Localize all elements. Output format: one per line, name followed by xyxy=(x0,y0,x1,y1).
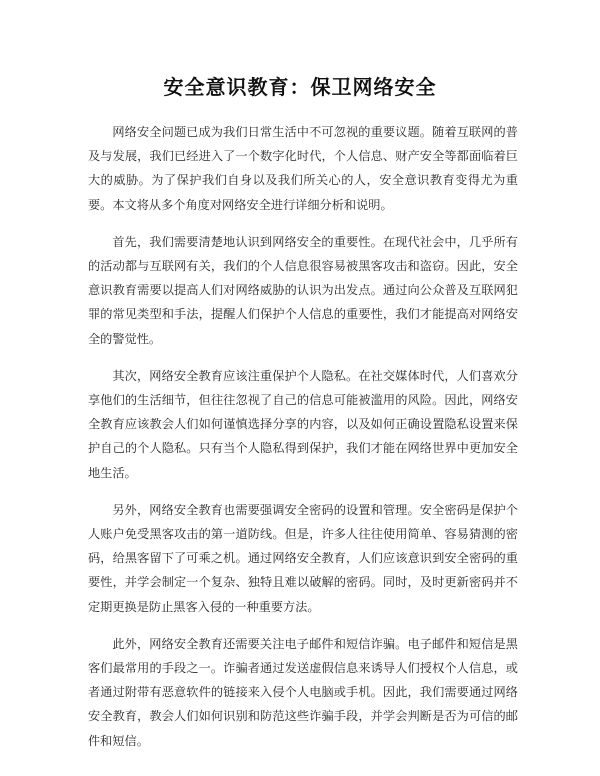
paragraph-privacy: 其次，网络安全教育应该注重保护个人隐私。在社交媒体时代，人们喜欢分享他们的生活细节，但往往忽视了自己的信息可能被滥用的风险。因此，网络安全教育应该教会人们如何谨慎选择分享的内容，以及如何正确设置隐私设置来保护自己的个人隐私。只有当个人隐私得到保护，我们才能在网络世界中更加安全地生活。 xyxy=(88,368,518,480)
paragraph-passwords: 另外，网络安全教育也需要强调安全密码的设置和管理。安全密码是保护个人账户免受黑客攻击的第一道防线。但是，许多人往往使用简单、容易猜测的密码，给黑客留下了可乘之机。通过网络安全教育，人们应该意识到安全密码的重要性，并学会制定一个复杂、独特且难以破解的密码。同时，及时更新密码并不定期更换是防止黑客入侵的一种重要方法。 xyxy=(88,502,518,614)
paragraph-phishing: 此外，网络安全教育还需要关注电子邮件和短信诈骗。电子邮件和短信是黑客们最常用的手段之一。诈骗者通过发送虚假信息来诱导人们授权个人信息，或者通过附带有恶意软件的链接来入侵个人电脑或手机。因此，我们需要通过网络安全教育，教会人们如何识别和防范这些诈骗手段，并学会判断是否为可信的邮件和短信。 xyxy=(88,636,518,748)
document-body xyxy=(88,120,518,766)
paragraph-importance: 首先，我们需要清楚地认识到网络安全的重要性。在现代社会中，几乎所有的活动都与互联网有关，我们的个人信息很容易被黑客攻击和盗窃。因此，安全意识教育需要以提高人们对网络威胁的认识为出发点。通过向公众普及互联网犯罪的常见类型和手法，提醒人们保护个人信息的重要性，我们才能提高对网络安全的警觉性。 xyxy=(88,234,518,346)
paragraph-intro: 网络安全问题已成为我们日常生活中不可忽视的重要议题。随着互联网的普及与发展，我们已经进入了一个数字化时代，个人信息、财产安全等都面临着巨大的威胁。为了保护我们自身以及我们所关心的人，安全意识教育变得尤为重要。本文将从多个角度对网络安全进行详细分析和说明。 xyxy=(88,125,518,212)
document-title: 安全意识教育：保卫网络安全 xyxy=(163,75,437,99)
